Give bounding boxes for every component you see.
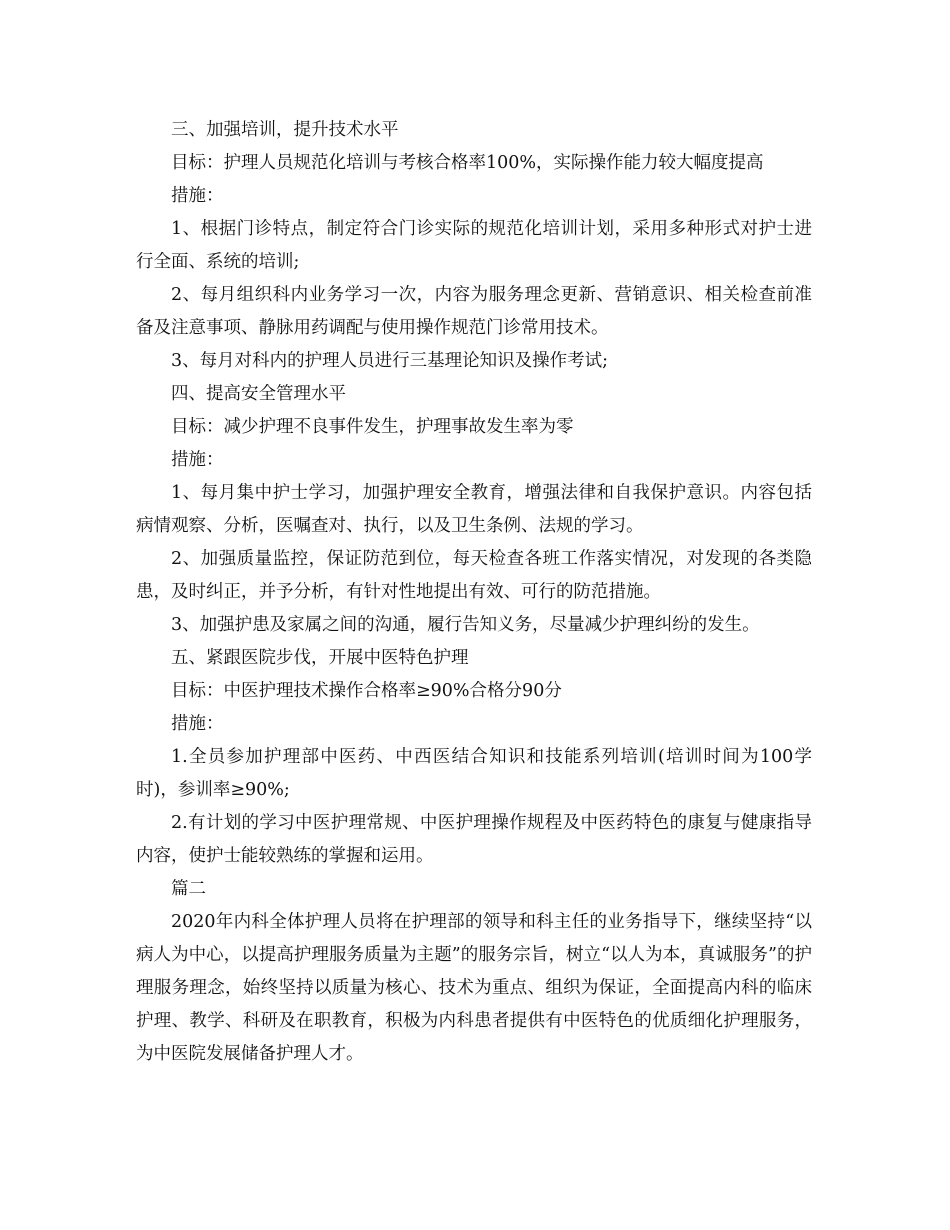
paragraph: 目标：中医护理技术操作合格率≥90%合格分90分 bbox=[171, 681, 562, 701]
paragraph: 目标：减少护理不良事件发生，护理事故发生率为零 bbox=[171, 417, 574, 437]
paragraph: 措施： bbox=[171, 186, 224, 206]
section-heading: 三、加强培训，提升技术水平 bbox=[171, 120, 399, 140]
paragraph: 2、加强质量监控，保证防范到位，每天检查各班工作落实情况，对发现的各类隐患，及时纠正，并予分析，有针对性地提出有效、可行的防范措施。 bbox=[136, 549, 812, 602]
paragraph: 2020年内科全体护理人员将在护理部的领导和科主任的业务指导下，继续坚持“以病人为中心，以提高护理服务质量为主题”的服务宗旨，树立“以人为本，真诚服务”的护理服务理念，始终坚持以质量为核心、技术为重点、组织为保证，全面提高内科的临床护理、教学、科研及在职教育，积极为内科患者提供有中医特色的优质细化护理服务，为中医院发展储备护理人才。 bbox=[136, 912, 812, 1064]
paragraph: 1、每月集中护士学习，加强护理安全教育，增强法律和自我保护意识。内容包括病情观察、分析，医嘱查对、执行，以及卫生条例、法规的学习。 bbox=[136, 483, 812, 536]
paragraph: 目标：护理人员规范化培训与考核合格率100%，实际操作能力较大幅度提高 bbox=[171, 153, 764, 173]
paragraph: 2.有计划的学习中医护理常规、中医护理操作规程及中医药特色的康复与健康指导内容，使护士能较熟练的掌握和运用。 bbox=[136, 813, 812, 866]
paragraph: 措施： bbox=[171, 714, 224, 734]
paragraph: 2、每月组织科内业务学习一次，内容为服务理念更新、营销意识、相关检查前准备及注意事项、静脉用药调配与使用操作规范门诊常用技术。 bbox=[136, 285, 812, 338]
section-heading: 篇二 bbox=[171, 879, 206, 899]
section-heading: 四、提高安全管理水平 bbox=[171, 384, 346, 404]
paragraph: 1.全员参加护理部中医药、中西医结合知识和技能系列培训(培训时间为100学时)，参训率≥90%; bbox=[136, 747, 812, 800]
paragraph: 3、每月对科内的护理人员进行三基理论知识及操作考试; bbox=[171, 351, 609, 371]
section-heading: 五、紧跟医院步伐，开展中医特色护理 bbox=[171, 648, 469, 668]
document-body bbox=[136, 114, 812, 1071]
paragraph: 3、加强护患及家属之间的沟通，履行告知义务，尽量减少护理纠纷的发生。 bbox=[171, 615, 760, 635]
paragraph: 措施： bbox=[171, 450, 224, 470]
paragraph: 1、根据门诊特点，制定符合门诊实际的规范化培训计划，采用多种形式对护士进行全面、系统的培训; bbox=[136, 219, 812, 272]
